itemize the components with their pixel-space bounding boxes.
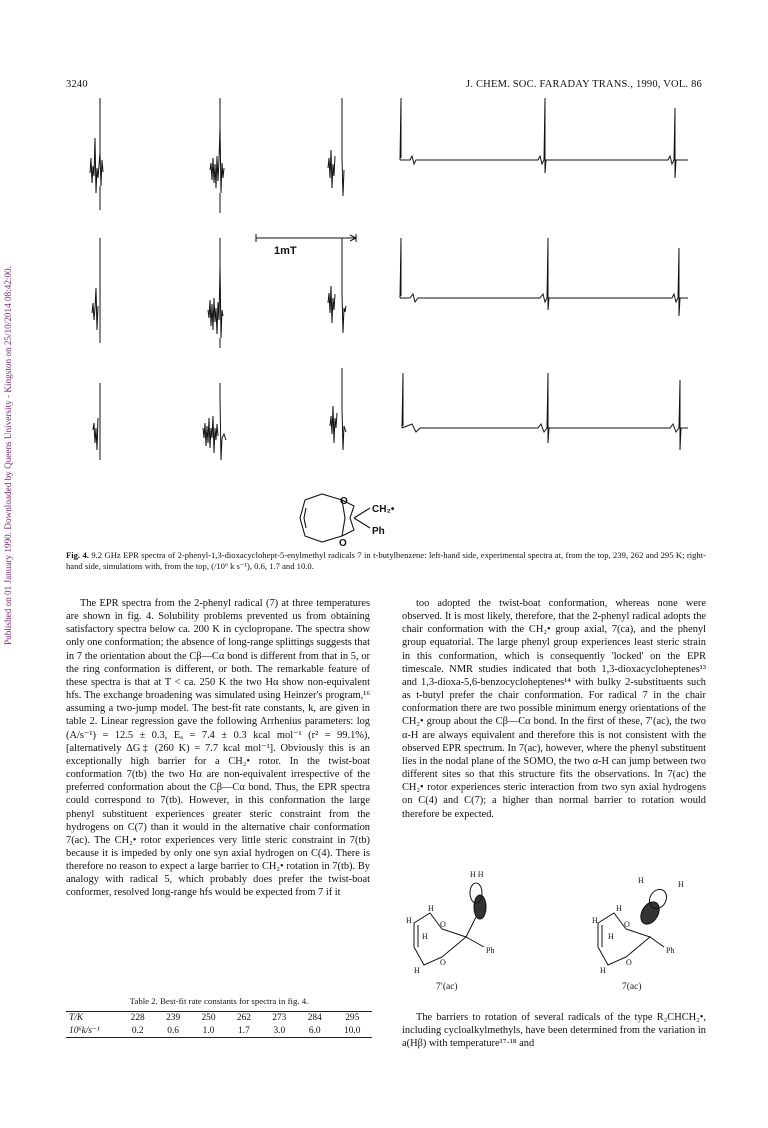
structure-label-7prime-ac: 7′(ac) — [436, 982, 458, 992]
simulated-spectrum-0.6 — [400, 98, 688, 178]
label-h-8: H — [592, 916, 598, 925]
download-watermark: Published on 01 January 1990. Downloaded by Queens University - Kingston on 25/10/2014 08:42:00. — [3, 266, 13, 646]
body-paragraph-left: The EPR spectra from the 2-phenyl radical (7) at three temperatures are shown in fig. 4. Solubility problems prevented us from obtaining satisfactory spectra below ca. 200 K in cyclopropane. The spectra show only one conformation; the absence of long-range splittings suggests that in 7 the orientation about the Cβ—Cα bond is different from that in 5, or the ring conformation is different, or both. The remarkable feature of these spectra is that at T < ca. 250 K the two Hα show non-equivalent hfs. The exchange broadening was simulated using Heinzer's program,¹⁶ assuming a two-jump model. The best-fit rate constants, k, are given in table 2. Linear regression gave the following Arrhenius parameters: log (A/s⁻¹) = 12.5 ± 0.3, Eₐ = 7.4 ± 0.3 kcal mol⁻¹ (r² = 99.1%), [alternatively ΔG‡ (260 K) = 7.7 kcal mol⁻¹]. Obviously this is an exceptionally high barrier for a CH₂• rotor. In the twist-boat conformation 7(tb) the two Hα are non-equivalent irrespective of the preferred conformation about the Cβ—Cα bond. Thus, the EPR spectra could correspond to 7(tb). However, in this conformation the large phenyl substituent experiences greater steric constraint from the hydrogens on C(7) than it would in the alternative chair conformation 7(ac). The CH₂• rotor experiences very little steric constraint in 7(tb) because it is impeded by only one syn axial hydrogen on C(4). There is therefore no reason to expect a large barrier to CH₂• rotation in 7(tb). By analogy with radical 5, which probably does prefer the twist-boat conformer, resolved long-range hfs would be expected from 7 if it — [66, 598, 370, 899]
right-column — [402, 597, 706, 821]
label-h-3: H — [422, 932, 428, 941]
simulated-spectrum-10.0 — [402, 373, 688, 450]
label-h-4: H — [414, 966, 420, 975]
table-cell: 262 — [236, 1013, 251, 1023]
label-o-1: O — [440, 920, 446, 929]
table-cell: 228 — [130, 1013, 145, 1023]
table-title: Table 2. Best-fit rate constants for spectra in fig. 4. — [129, 996, 309, 1006]
label-h-2: H — [406, 916, 412, 925]
struct-o-top: O — [340, 496, 348, 507]
table-cell: 284 — [307, 1013, 322, 1023]
experimental-spectrum-295K — [93, 368, 346, 460]
table-cell: 239 — [166, 1013, 181, 1023]
page-number: 3240 — [66, 79, 88, 90]
label-h-6: H — [678, 880, 684, 889]
epr-spectra-figure — [60, 98, 700, 549]
label-h-1: H — [428, 904, 434, 913]
caption-label: Fig. 4. — [66, 550, 89, 560]
table-cell: 3.0 — [273, 1025, 286, 1036]
label-ph-1: Ph — [486, 946, 495, 955]
label-o-4: O — [626, 958, 632, 967]
journal-header: J. CHEM. SOC. FARADAY TRANS., 1990, VOL. 86 — [466, 79, 702, 90]
table-cell: 0.2 — [131, 1025, 144, 1036]
left-column — [66, 597, 370, 900]
scale-label: 1mT — [274, 245, 297, 257]
conformation-structures — [402, 865, 706, 995]
label-h-7: H — [616, 904, 622, 913]
caption-text: 9.2 GHz EPR spectra of 2-phenyl-1,3-dioxacyclohept-5-enylmethyl radicals 7 in t-butylbenzene: left-hand side, experimental spectra at, from the top, 239, 262 and 295 K; right-hand side, simulations with, from the top, (/10⁶ k s⁻¹), 0.6, 1.7 and 10.0. — [66, 550, 706, 571]
table-row — [66, 1024, 372, 1037]
table-cell: 273 — [272, 1013, 287, 1023]
table-row-head: T/K — [69, 1013, 84, 1023]
figure-caption — [66, 550, 706, 572]
simulated-spectrum-1.7 — [400, 238, 688, 316]
experimental-spectrum-239K — [90, 98, 344, 213]
table-cell: 1.7 — [238, 1025, 250, 1036]
table-cell: 10.0 — [344, 1025, 361, 1036]
experimental-spectrum-262K — [92, 238, 346, 348]
rate-constant-table — [66, 1011, 372, 1038]
table-cell: 295 — [345, 1013, 360, 1023]
label-o-3: O — [624, 920, 630, 929]
struct-ch2: CH₂• — [372, 504, 395, 515]
label-hh: H H — [470, 870, 484, 879]
table-cell: 6.0 — [308, 1025, 321, 1036]
body-paragraph-right-1: too adopted the twist-boat conformation, whereas none were observed. It is most likely, therefore, that the 2-phenyl radical adopts the chair conformation with the CH₂• group axial, 7(ca), and the phenyl group equatorial. The large phenyl group experiences least steric strain in this conformation, which is consequently 'locked' on the EPR timescale. NMR studies indicated that both 1,3-dioxacycloheptenes¹³ and 1,3-dioxa-5,6-benzocycloheptenes¹⁴ with bulky 2-substituents such as t-butyl prefer the chair conformation. For radical 7 in the chair conformation there are two possible minimum energy orientations of the CH₂• group about the Cβ—Cα bond. In the first of these, 7′(ac), the two α-H are always equivalent and therefore this is not consistent with the observed EPR spectrum. In 7(ac), however, where the phenyl substituent lies in the nodal plane of the SOMO, the two α-H can jump between two different sites so that this structure fits the observations. In 7(ac) the CH₂• rotor experiences steric interaction from two syn axial hydrogens on C(4) and C(7); a higher than normal barrier to rotation would therefore be expected. — [402, 598, 706, 820]
struct-o-bottom: O — [339, 538, 347, 549]
table-cell: 0.6 — [167, 1025, 179, 1036]
body-paragraph-right-2: The barriers to rotation of several radicals of the type R₂CHCH₂•, including cycloalkylmethyls, have been determined from the variation in a(Hβ) with temperature¹⁷·¹⁸ and — [402, 1012, 706, 1050]
label-h-10: H — [600, 966, 606, 975]
structure-label-7-ac: 7(ac) — [622, 982, 642, 992]
right-column-bottom — [402, 1011, 706, 1050]
table-cell: 1.0 — [202, 1025, 215, 1036]
struct-ph: Ph — [372, 526, 385, 537]
table-row — [66, 1012, 372, 1024]
label-o-2: O — [440, 958, 446, 967]
radical-7-structure — [300, 494, 370, 542]
label-h-9: H — [608, 932, 614, 941]
table-cell: 250 — [201, 1013, 216, 1023]
table-row-head: 10⁶k/s⁻¹ — [69, 1026, 100, 1036]
label-ph-2: Ph — [666, 946, 675, 955]
label-h-5: H — [638, 876, 644, 885]
